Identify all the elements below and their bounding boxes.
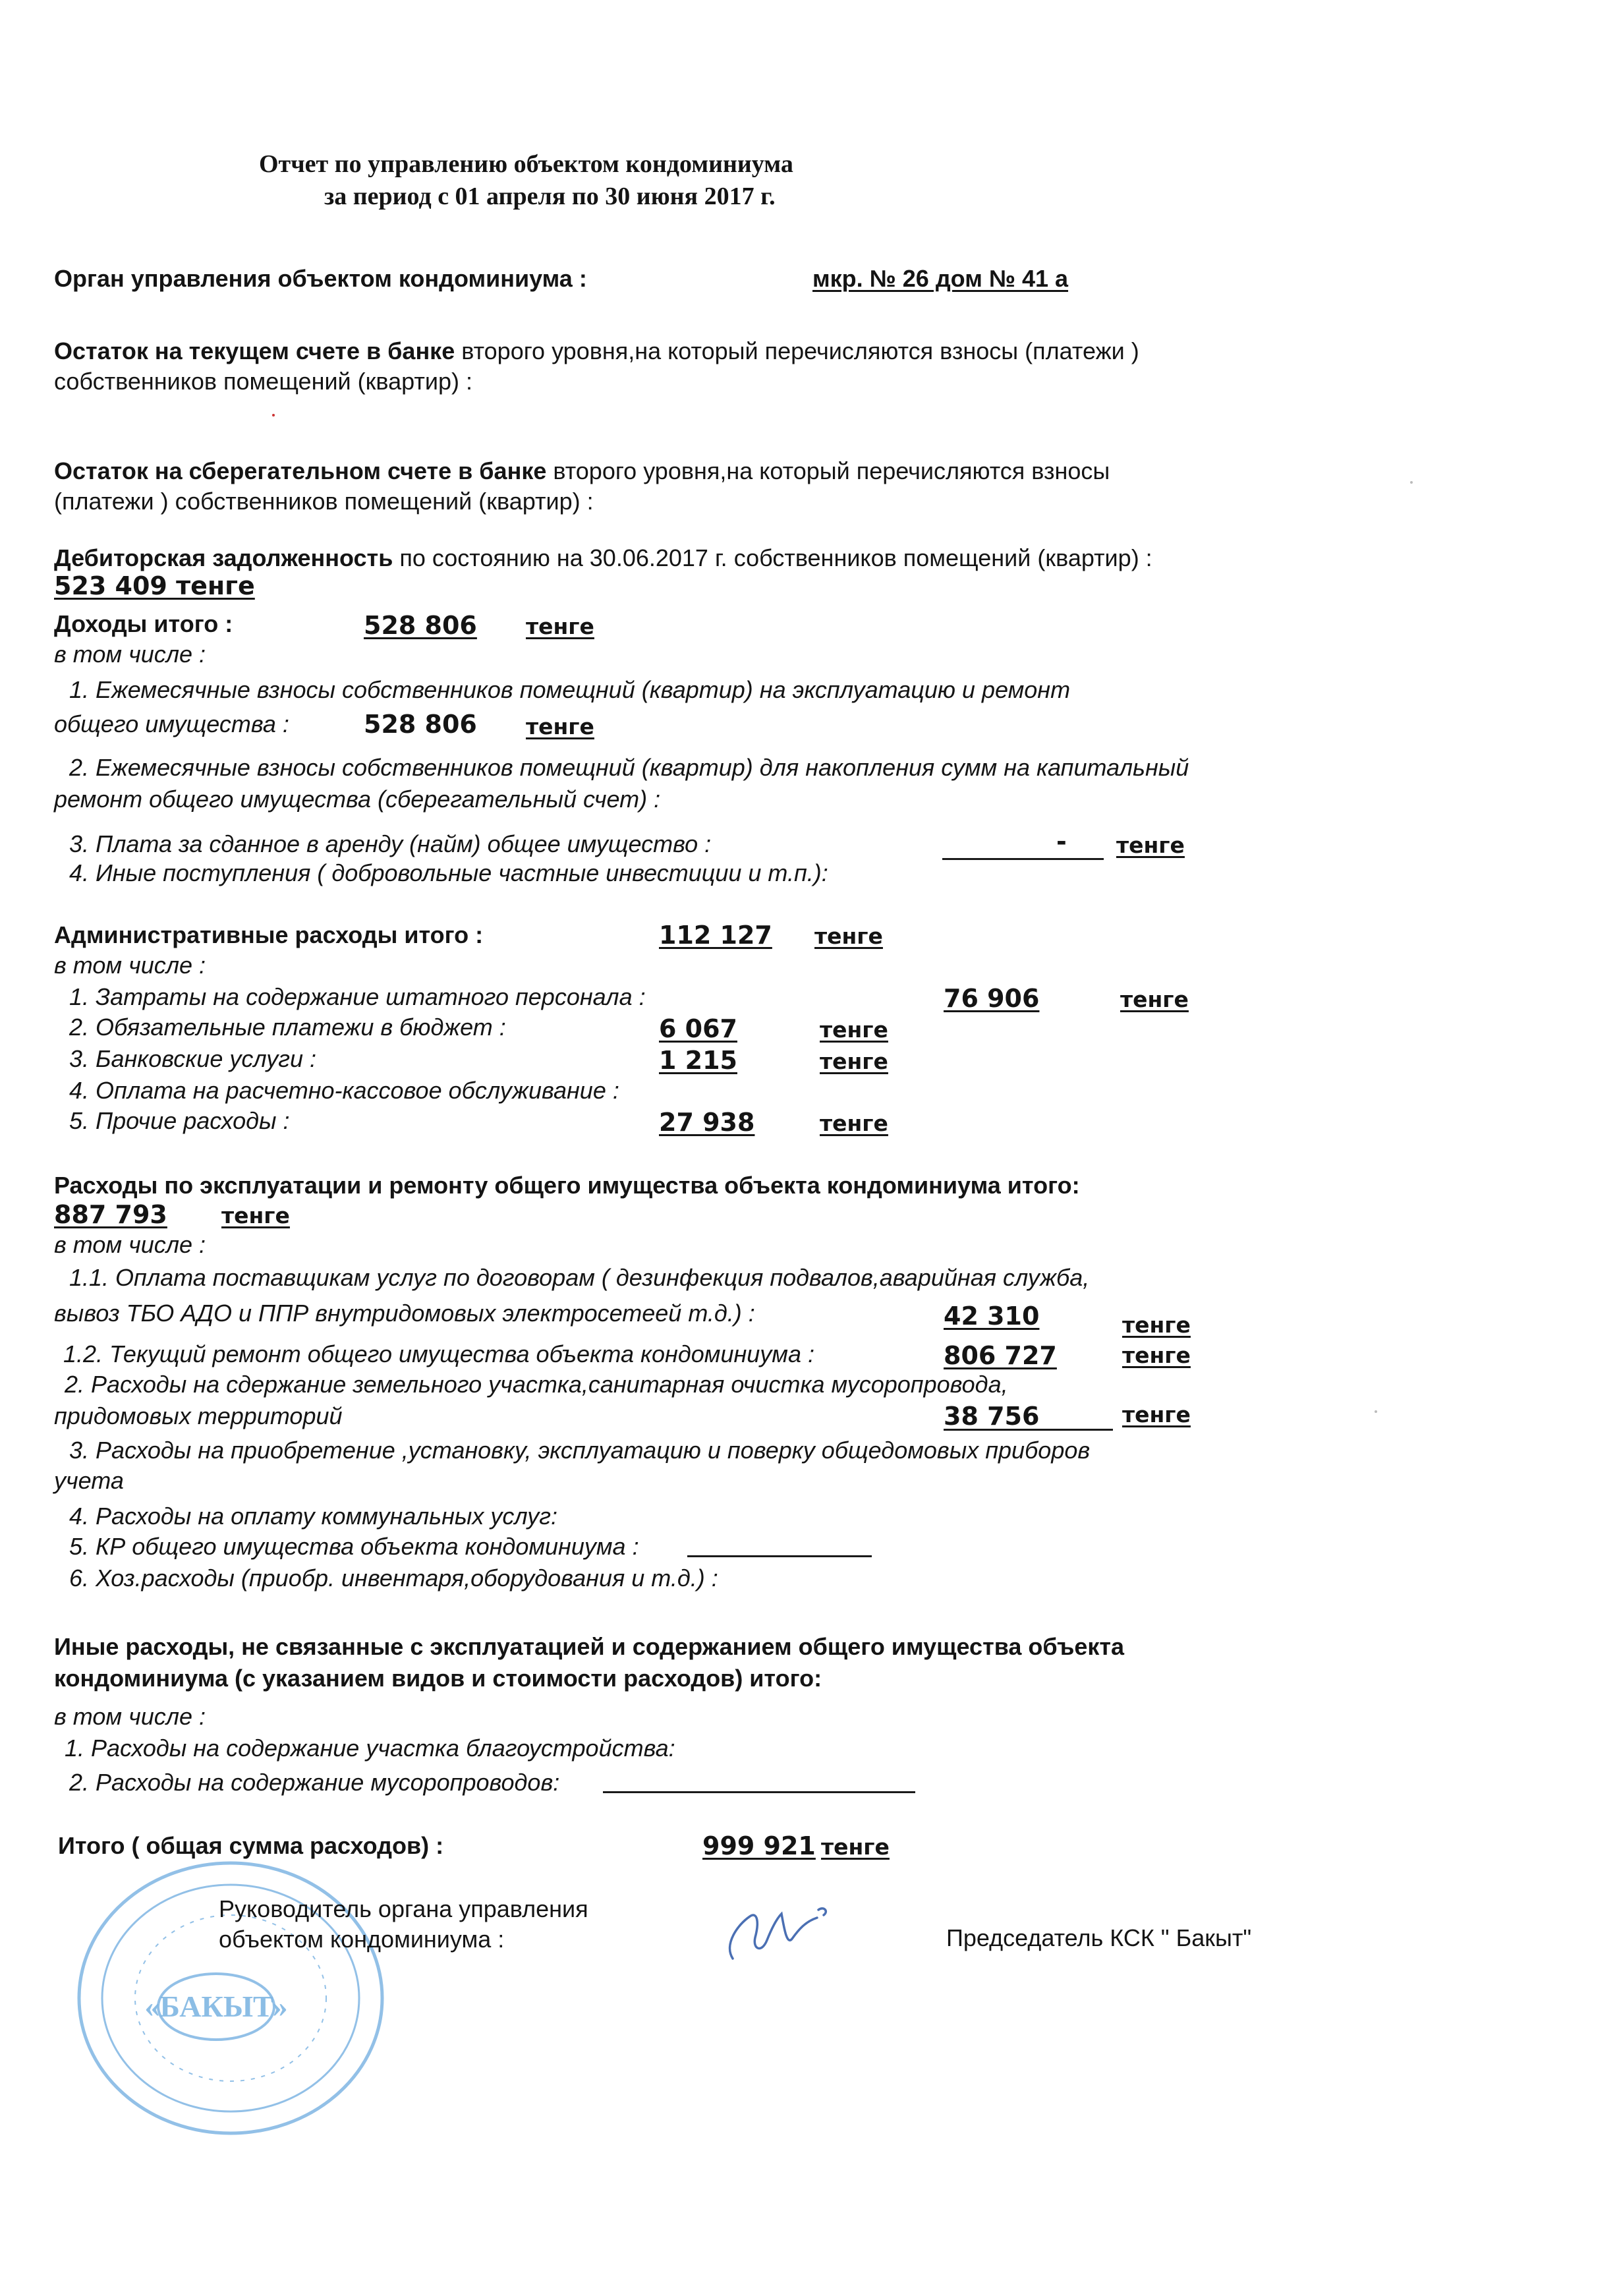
current-account-bold: Остаток на текущем счете в банке [54, 337, 455, 364]
income-item1-line1: 1. Ежемесячные взносы собственников помещний (квартир) на эксплуатацию и ремонт [69, 676, 1071, 703]
admin-item5-amount: 27 938 [659, 1108, 755, 1137]
admin-item5: 5. Прочие расходы : [69, 1107, 290, 1134]
income-item1-amount: 528 806 [364, 710, 477, 739]
income-item1-line2: общего имущества : [54, 710, 289, 737]
operations-item12-currency: тенге [1122, 1342, 1191, 1368]
report-title-line2: за период с 01 апреля по 30 июня 2017 г. [324, 183, 776, 210]
income-item3-amount: - [1056, 827, 1067, 856]
operations-including: в том числе : [54, 1231, 206, 1258]
operations-item5: 5. КР общего имущества объекта кондоминиума : [69, 1533, 639, 1560]
operations-item11-currency: тенге [1122, 1312, 1191, 1338]
operations-item3-line2: учета [54, 1467, 124, 1494]
current-account-line1 [54, 337, 1139, 365]
operations-amount: 887 793 [54, 1200, 167, 1229]
admin-amount: 112 127 [659, 921, 772, 950]
receivables-line [54, 544, 1152, 572]
income-amount: 528 806 [364, 611, 477, 640]
savings-account-line1 [54, 457, 1110, 485]
operations-item3-line1: 3. Расходы на приобретение ,установку, эксплуатацию и поверку общедомовых приборов [69, 1437, 1091, 1464]
admin-item5-currency: тенге [820, 1110, 888, 1136]
admin-item2: 2. Обязательные платежи в бюджет : [69, 1014, 506, 1041]
handwritten-signature [718, 1898, 857, 1970]
operations-item2-line1: 2. Расходы на сдержание земельного участка,санитарная очистка мусоропровода, [65, 1371, 1008, 1398]
current-account-rest: второго уровня,на который перечисляются взносы (платежи ) [455, 337, 1139, 364]
org-value: мкр. № 26 дом № 41 а [812, 265, 1069, 292]
other-label-line2: кондоминиума (с указанием видов и стоимости расходов) итого: [54, 1665, 822, 1692]
admin-including: в том числе : [54, 952, 206, 979]
scan-speck [1375, 1410, 1377, 1413]
other-item2-blank-line [603, 1791, 915, 1793]
operations-label: Расходы по эксплуатации и ремонту общего имущества объекта кондоминиума итого: [54, 1172, 1080, 1199]
total-label: Итого ( общая сумма расходов) : [58, 1832, 444, 1859]
admin-item3: 3. Банковские услуги : [69, 1045, 317, 1072]
admin-item2-amount: 6 067 [659, 1014, 737, 1043]
savings-account-line2: (платежи ) собственников помещений (квартир) : [54, 488, 594, 515]
income-item2-line1: 2. Ежемесячные взносы собственников помещний (квартир) для накопления сумм на капитальный [69, 754, 1189, 781]
income-item2-line2: ремонт общего имущества (сберегательный счет) : [54, 786, 661, 813]
operations-item12: 1.2. Текущий ремонт общего имущества объекта кондоминиума : [63, 1340, 815, 1367]
admin-currency: тенге [814, 923, 883, 949]
signature-stroke [730, 1909, 826, 1959]
operations-item11-line2: вывоз ТБО АДО и ППР внутридомовых электросетеей т.д.) : [54, 1300, 755, 1327]
operations-item2-line2: придомовых территорий [54, 1402, 343, 1429]
report-title-line1: Отчет по управлению объектом кондоминиума [259, 150, 793, 178]
other-item2: 2. Расходы на содержание мусоропроводов: [69, 1769, 560, 1796]
current-account-line2: собственников помещений (квартир) : [54, 368, 472, 395]
other-label-line1: Иные расходы, не связанные с эксплуатацией и содержанием общего имущества объекта [54, 1633, 1125, 1660]
income-item3-currency: тенге [1116, 832, 1185, 858]
operations-item2-currency: тенге [1122, 1402, 1191, 1427]
receivables-bold: Дебиторская задолженность [54, 544, 393, 571]
admin-item1-amount: 76 906 [944, 984, 1040, 1013]
savings-account-rest: второго уровня,на который перечисляются взносы [546, 457, 1110, 484]
operations-item11-amount: 42 310 [944, 1302, 1040, 1331]
operations-item12-amount: 806 727 [944, 1341, 1057, 1370]
operations-item6: 6. Хоз.расходы (приобр. инвентаря,оборудования и т.д.) : [69, 1564, 718, 1592]
income-label: Доходы итого : [54, 610, 233, 637]
total-amount: 999 921 [702, 1831, 816, 1860]
admin-label: Административные расходы итого : [54, 921, 484, 948]
receivables-value: 523 409 тенге [54, 571, 255, 600]
operations-item4: 4. Расходы на оплату коммунальных услуг: [69, 1503, 558, 1530]
stamp-text: «БАКЫТ» [144, 1990, 288, 2023]
org-label: Орган управления объектом кондоминиума : [54, 265, 587, 292]
admin-item1: 1. Затраты на содержание штатного персонала : [69, 983, 646, 1010]
other-including: в том числе : [54, 1703, 206, 1730]
income-item3: 3. Плата за сданное в аренду (найм) общее имущество : [69, 830, 712, 857]
income-item3-underline [942, 858, 1104, 860]
admin-item2-currency: тенге [820, 1017, 888, 1043]
total-currency: тенге [821, 1834, 890, 1860]
head-signature-line1: Руководитель органа управления [219, 1895, 588, 1922]
chairman-label: Председатель КСК " Бакыт" [946, 1924, 1252, 1951]
admin-item4: 4. Оплата на расчетно-кассовое обслуживание : [69, 1077, 619, 1104]
other-item1: 1. Расходы на содержание участка благоустройства: [65, 1735, 675, 1762]
operations-item11-line1: 1.1. Оплата поставщикам услуг по договорам ( дезинфекция подвалов,аварийная служба, [69, 1264, 1090, 1291]
admin-item3-amount: 1 215 [659, 1046, 737, 1075]
income-item4: 4. Иные поступления ( добровольные частные инвестиции и т.п.): [69, 859, 828, 886]
savings-account-bold: Остаток на сберегательном счете в банке [54, 457, 547, 484]
income-item1-currency: тенге [526, 714, 594, 739]
operations-item2-amount: 38 756 [944, 1402, 1040, 1431]
operations-item5-blank-line [687, 1555, 872, 1557]
income-currency: тенге [526, 614, 594, 639]
admin-item3-currency: тенге [820, 1048, 888, 1074]
receivables-rest: по состоянию на 30.06.2017 г. собственников помещений (квартир) : [393, 544, 1152, 571]
scan-speck [272, 414, 275, 416]
head-signature-line2: объектом кондоминиума : [219, 1926, 505, 1953]
income-including: в том числе : [54, 641, 206, 668]
operations-currency: тенге [221, 1203, 290, 1228]
scan-speck [1410, 481, 1413, 484]
admin-item1-currency: тенге [1120, 987, 1189, 1012]
